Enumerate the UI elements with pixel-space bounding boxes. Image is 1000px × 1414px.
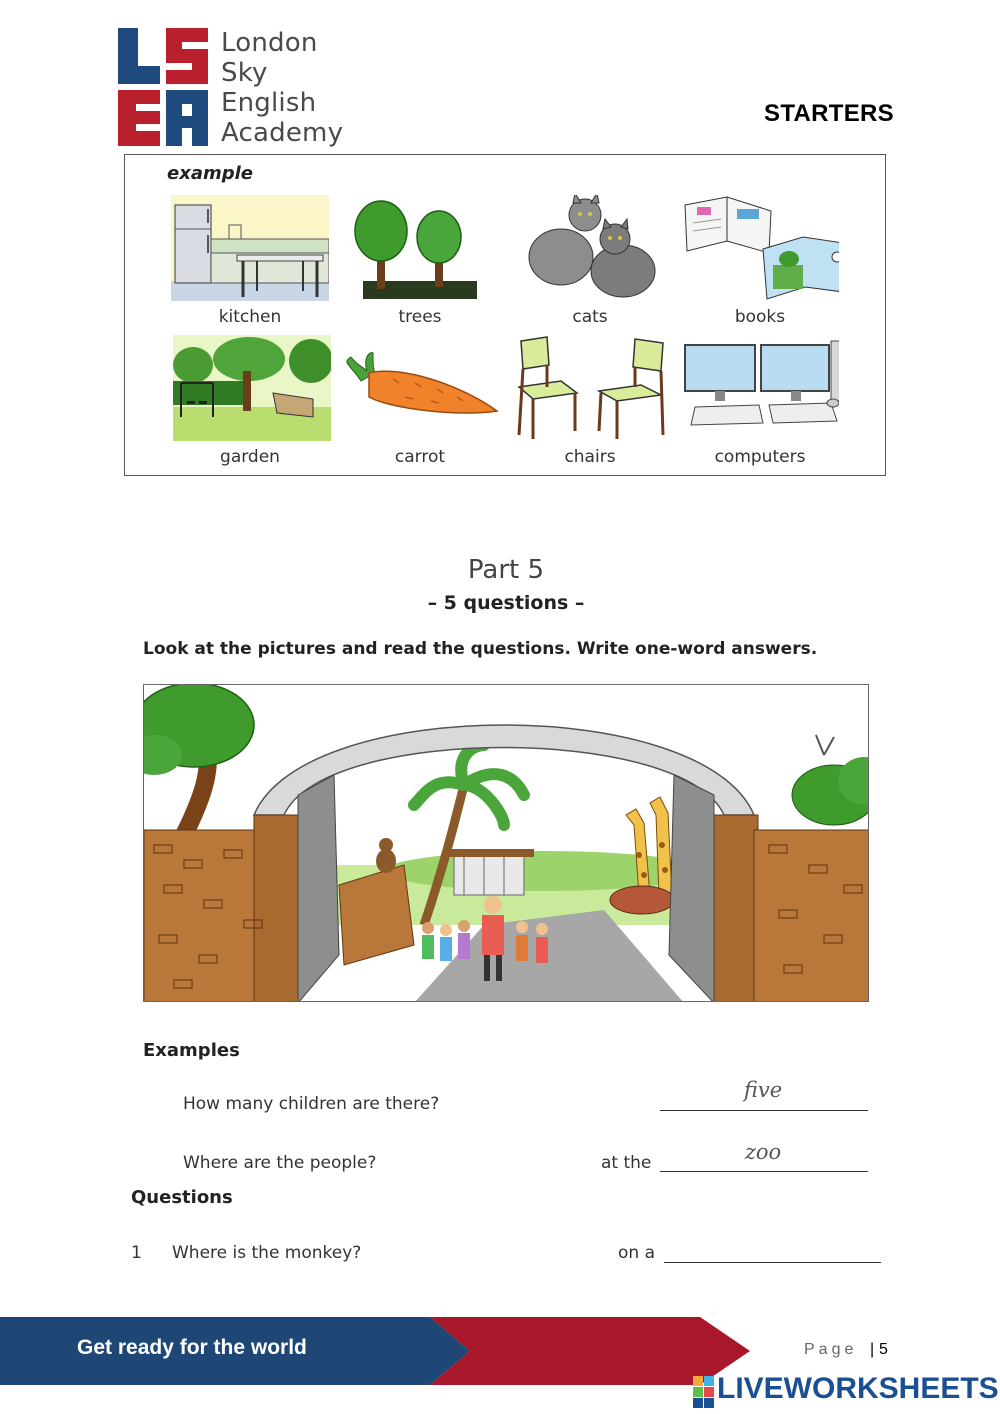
page-separator: |: [870, 1341, 875, 1358]
questions-heading: Questions: [131, 1187, 233, 1208]
computers-label: computers: [714, 447, 806, 467]
trees-label: trees: [398, 307, 442, 327]
liveworksheets-watermark: LIVEWORKSHEETS: [717, 1372, 999, 1405]
academy-name-line-1: London: [221, 28, 318, 58]
chairs-label: chairs: [564, 447, 616, 467]
academy-name-line-4: Academy: [221, 118, 344, 148]
page-label: Page: [804, 1341, 858, 1358]
garden-picture: [173, 335, 331, 441]
garden-label: garden: [220, 447, 280, 467]
cats-label: cats: [572, 307, 608, 327]
lsea-logo-mark: [118, 28, 210, 146]
academy-name-line-2: Sky: [221, 58, 268, 88]
example-question-2: Where are the people?: [183, 1153, 377, 1173]
example-box: [124, 154, 886, 476]
books-label: books: [734, 307, 786, 327]
carrot-picture: [341, 335, 499, 441]
example-answer-1: five: [743, 1078, 783, 1102]
zoo-scene-picture: [143, 684, 869, 1002]
question-1-number: 1: [131, 1243, 142, 1263]
academy-name-line-3: English: [221, 88, 317, 118]
kitchen-picture: [171, 195, 329, 301]
example-answer-2: zoo: [744, 1140, 782, 1164]
example-question-1: How many children are there?: [183, 1094, 440, 1114]
example-title: example: [167, 163, 253, 184]
liveworksheets-logo-icon: [693, 1374, 715, 1408]
cats-picture: [511, 195, 669, 301]
carrot-label: carrot: [394, 447, 446, 467]
example-prefix-2: at the: [601, 1153, 652, 1173]
instructions: Look at the pictures and read the questions. Write one-word answers.: [143, 639, 818, 659]
kitchen-label: kitchen: [218, 307, 282, 327]
books-picture: [681, 195, 839, 301]
part-title: Part 5: [467, 555, 545, 585]
academy-name: [221, 28, 343, 148]
question-1-text: Where is the monkey?: [172, 1243, 362, 1263]
question-1-answer-field[interactable]: [664, 1262, 881, 1263]
question-1-prefix: on a: [618, 1243, 655, 1263]
trees-picture: [341, 195, 499, 301]
footer-tagline: Get ready for the world: [77, 1336, 307, 1359]
example-answer-line-1: [660, 1110, 868, 1111]
chairs-picture: [511, 335, 669, 441]
examples-heading: Examples: [143, 1040, 240, 1061]
academy-logo: [118, 28, 363, 153]
level-title: STARTERS: [764, 100, 894, 127]
example-answer-line-2: [660, 1171, 868, 1172]
computers-picture: [681, 335, 839, 441]
part-subtitle: – 5 questions –: [427, 592, 585, 614]
page-number: 5: [879, 1341, 888, 1358]
